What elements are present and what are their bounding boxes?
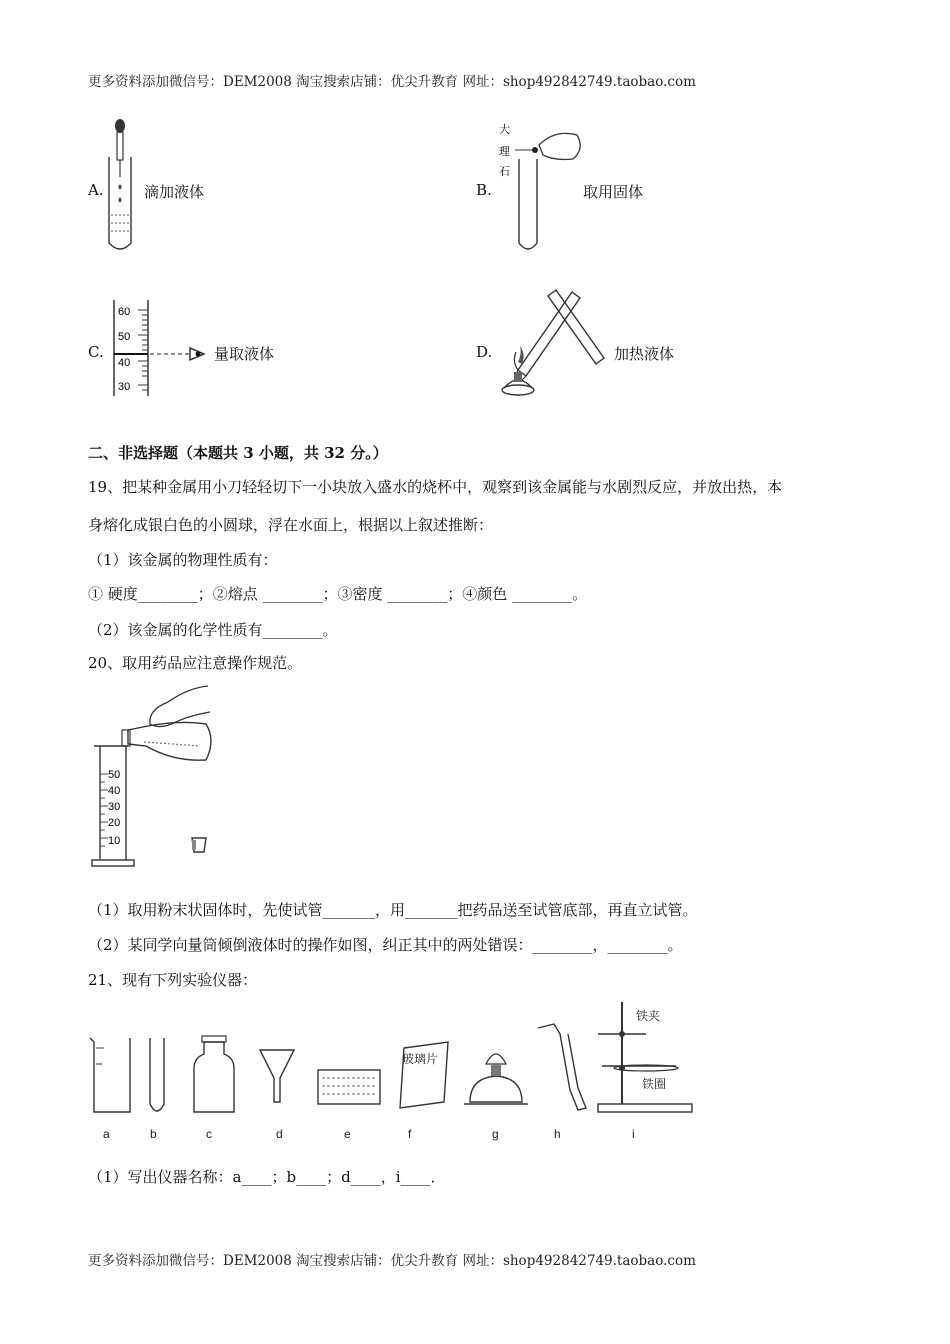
lab-instruments-figure (86, 998, 706, 1148)
solid-test-tube-figure (495, 115, 595, 255)
option-d-label: 加热液体 (614, 345, 675, 363)
measuring-cylinder-reading-figure (108, 298, 218, 398)
marble-char-1: 大 (499, 124, 510, 136)
q20-cyl-tick-40: 40 (108, 785, 121, 797)
q19-part-1: （1）该金属的物理性质有： (88, 551, 278, 569)
label-a: a (103, 1127, 110, 1141)
reagent-bottle-c (194, 1042, 234, 1112)
option-c-label: 量取液体 (214, 345, 275, 363)
cyl-c-tick-30: 30 (118, 381, 131, 393)
option-b-letter: B. (476, 181, 492, 199)
heating-liquid-figure (496, 284, 616, 404)
q20-cyl-tick-30: 30 (108, 801, 121, 813)
label-i: i (632, 1127, 635, 1141)
iron-clamp-label: 铁夹 (636, 1009, 661, 1023)
option-b-label: 取用固体 (583, 183, 644, 201)
label-d: d (276, 1127, 283, 1141)
q20-cyl-tick-50: 50 (108, 769, 121, 781)
alcohol-lamp-g (470, 1076, 522, 1102)
label-c: c (206, 1127, 212, 1141)
test-tube-b (150, 1038, 164, 1111)
option-a-label: 滴加液体 (144, 183, 205, 201)
label-g: g (492, 1127, 499, 1141)
q21-part-1: （1）写出仪器名称：a____；b____；d____，i____． (88, 1168, 446, 1186)
beaker-a (90, 1038, 130, 1112)
q20-stem: 20、取用药品应注意操作规范。 (88, 654, 303, 672)
q19-part-2: （2）该金属的化学性质有________。 (88, 621, 338, 639)
cyl-c-tick-60: 60 (118, 306, 131, 318)
q19-line-2: 身熔化成银白色的小圆球，浮在水面上，根据以上叙述推断： (88, 516, 494, 534)
funnel-d (260, 1050, 294, 1102)
cyl-c-tick-40: 40 (118, 357, 131, 369)
option-a-letter: A. (88, 181, 104, 199)
q20-part-2: （2）某同学向量筒倾倒液体时的操作如图，纠正其中的两处错误：________，________。 (88, 936, 683, 954)
page-header: 更多资料添加微信号：DEM2008 淘宝搜索店铺：优尖升教育 网址：shop492842749.taobao.com (88, 74, 696, 90)
label-f: f (408, 1127, 412, 1141)
page-footer: 更多资料添加微信号：DEM2008 淘宝搜索店铺：优尖升教育 网址：shop492842749.taobao.com (88, 1253, 696, 1269)
q20-cyl-tick-20: 20 (108, 817, 121, 829)
label-e: e (344, 1127, 351, 1141)
water-trough-e (318, 1070, 380, 1104)
marble-char-3: 石 (499, 166, 510, 178)
q19-part-1-items: ① 硬度________；②熔点 ________；③密度 ________；④颜色 ________。 (88, 585, 588, 603)
q20-part-1: （1）取用粉末状固体时，先使试管_______，用_______把药品送至试管底部，再直立试管。 (88, 901, 698, 919)
cyl-c-tick-50: 50 (118, 331, 131, 343)
bent-tube-h (538, 1024, 586, 1110)
glass-slide-label: 玻璃片 (402, 1052, 439, 1066)
iron-ring-label: 铁圈 (642, 1077, 667, 1091)
q21-stem: 21、现有下列实验仪器： (88, 971, 258, 989)
section-title: 二、非选择题（本题共 3 小题，共 32 分。） (88, 444, 388, 462)
q19-line-1: 19、把某种金属用小刀轻轻切下一小块放入盛水的烧杯中，观察到该金属能与水剧烈反应，并放出热，本 (88, 478, 783, 496)
label-h: h (554, 1127, 561, 1141)
pouring-liquid-figure (88, 682, 238, 872)
label-b: b (150, 1127, 157, 1141)
marble-char-2: 理 (499, 146, 510, 158)
option-c-letter: C. (88, 343, 104, 361)
option-d-letter: D. (476, 343, 493, 361)
q20-cyl-tick-10: 10 (108, 835, 121, 847)
